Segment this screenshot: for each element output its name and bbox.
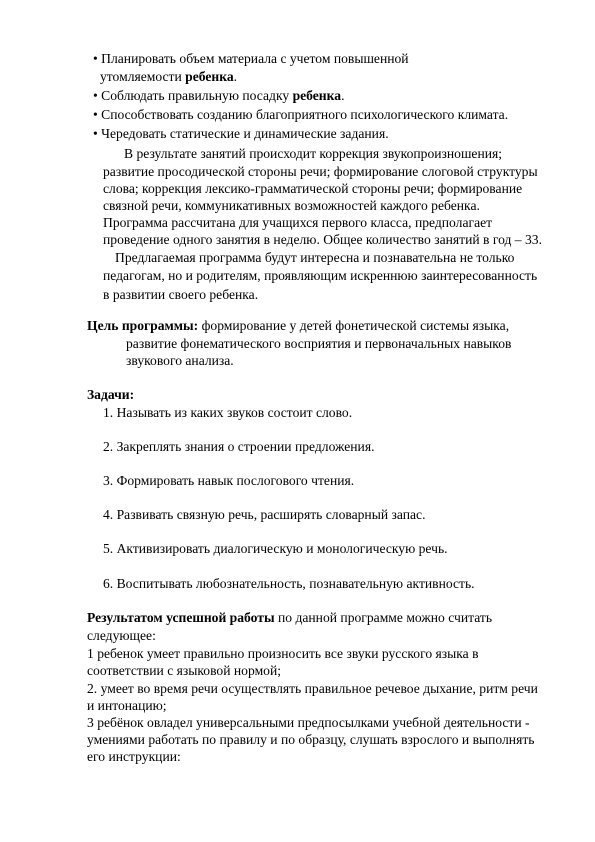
intro-line: Предлагаемая программа будут интересна и познавательна не только [115,250,515,265]
bullet-climate: • Способствовать созданию благоприятного психологического климата. [93,107,509,122]
intro-line: развитие просодической стороны речи; формирование слоговой структуры [103,164,538,179]
bullet-posture: • Соблюдать правильную посадку ребенка. [93,88,345,103]
task-item: 3. Формировать навык послогового чтения. [103,473,355,488]
bullet-plan-continued: утомляемости ребенка. [100,69,238,84]
task-item: 5. Активизировать диалогическую и монологическую речь. [103,541,448,556]
goal-line: развитие фонематического восприятия и первоначальных навыков [126,336,512,351]
intro-line: Программа рассчитана для учащихся первого класса, предполагает [103,215,493,230]
intro-line: в развитии своего ребенка. [103,287,259,302]
results-line: следующее: [87,628,156,643]
tasks-heading: Задачи: [87,387,135,402]
results-line: 1 ребенок умеет правильно произносить все звуки русского языка в [87,646,479,661]
intro-line: проведение одного занятия в неделю. Общее количество занятий в год – 33. [103,232,542,247]
task-item: 4. Развивать связную речь, расширять словарный запас. [103,507,426,522]
results-line: умениями работать по правилу и по образцу, слушать взрослого и выполнять [87,732,535,747]
results-line: 3 ребёнок овладел универсальными предпосылками учебной деятельности - [87,715,530,730]
task-item: 6. Воспитывать любознательность, познавательную активность. [103,576,475,591]
results-line: Результатом успешной работы по данной программе можно считать [87,610,493,625]
intro-line: В результате занятий происходит коррекция звукопроизношения; [124,146,503,161]
bullet-plan: • Планировать объем материала с учетом повышенной [93,51,409,66]
goal-label: Цель программы: [87,318,199,333]
goal-line: Цель программы: формирование у детей фонетической системы языка, [87,318,510,333]
results-line: 2. умеет во время речи осуществлять правильное речевое дыхание, ритм речи [87,681,538,696]
task-item: 1. Называть из каких звуков состоит слово. [103,405,353,420]
intro-line: слова; коррекция лексико-грамматической стороны речи; формирование [103,181,523,196]
results-line: соответствии с языковой нормой; [87,663,282,678]
results-label: Результатом успешной работы [87,610,275,625]
task-item: 2. Закреплять знания о строении предложения. [103,439,375,454]
bullet-alternate: • Чередовать статические и динамические задания. [93,126,389,141]
results-line: его инструкции: [87,749,181,764]
goal-line: звукового анализа. [126,353,234,368]
intro-line: связной речи, коммуникативных возможностей каждого ребенка. [103,198,480,213]
results-line: и интонацию; [87,698,167,713]
intro-line: педагогам, но и родителям, проявляющим искреннюю заинтересованность [103,268,538,283]
